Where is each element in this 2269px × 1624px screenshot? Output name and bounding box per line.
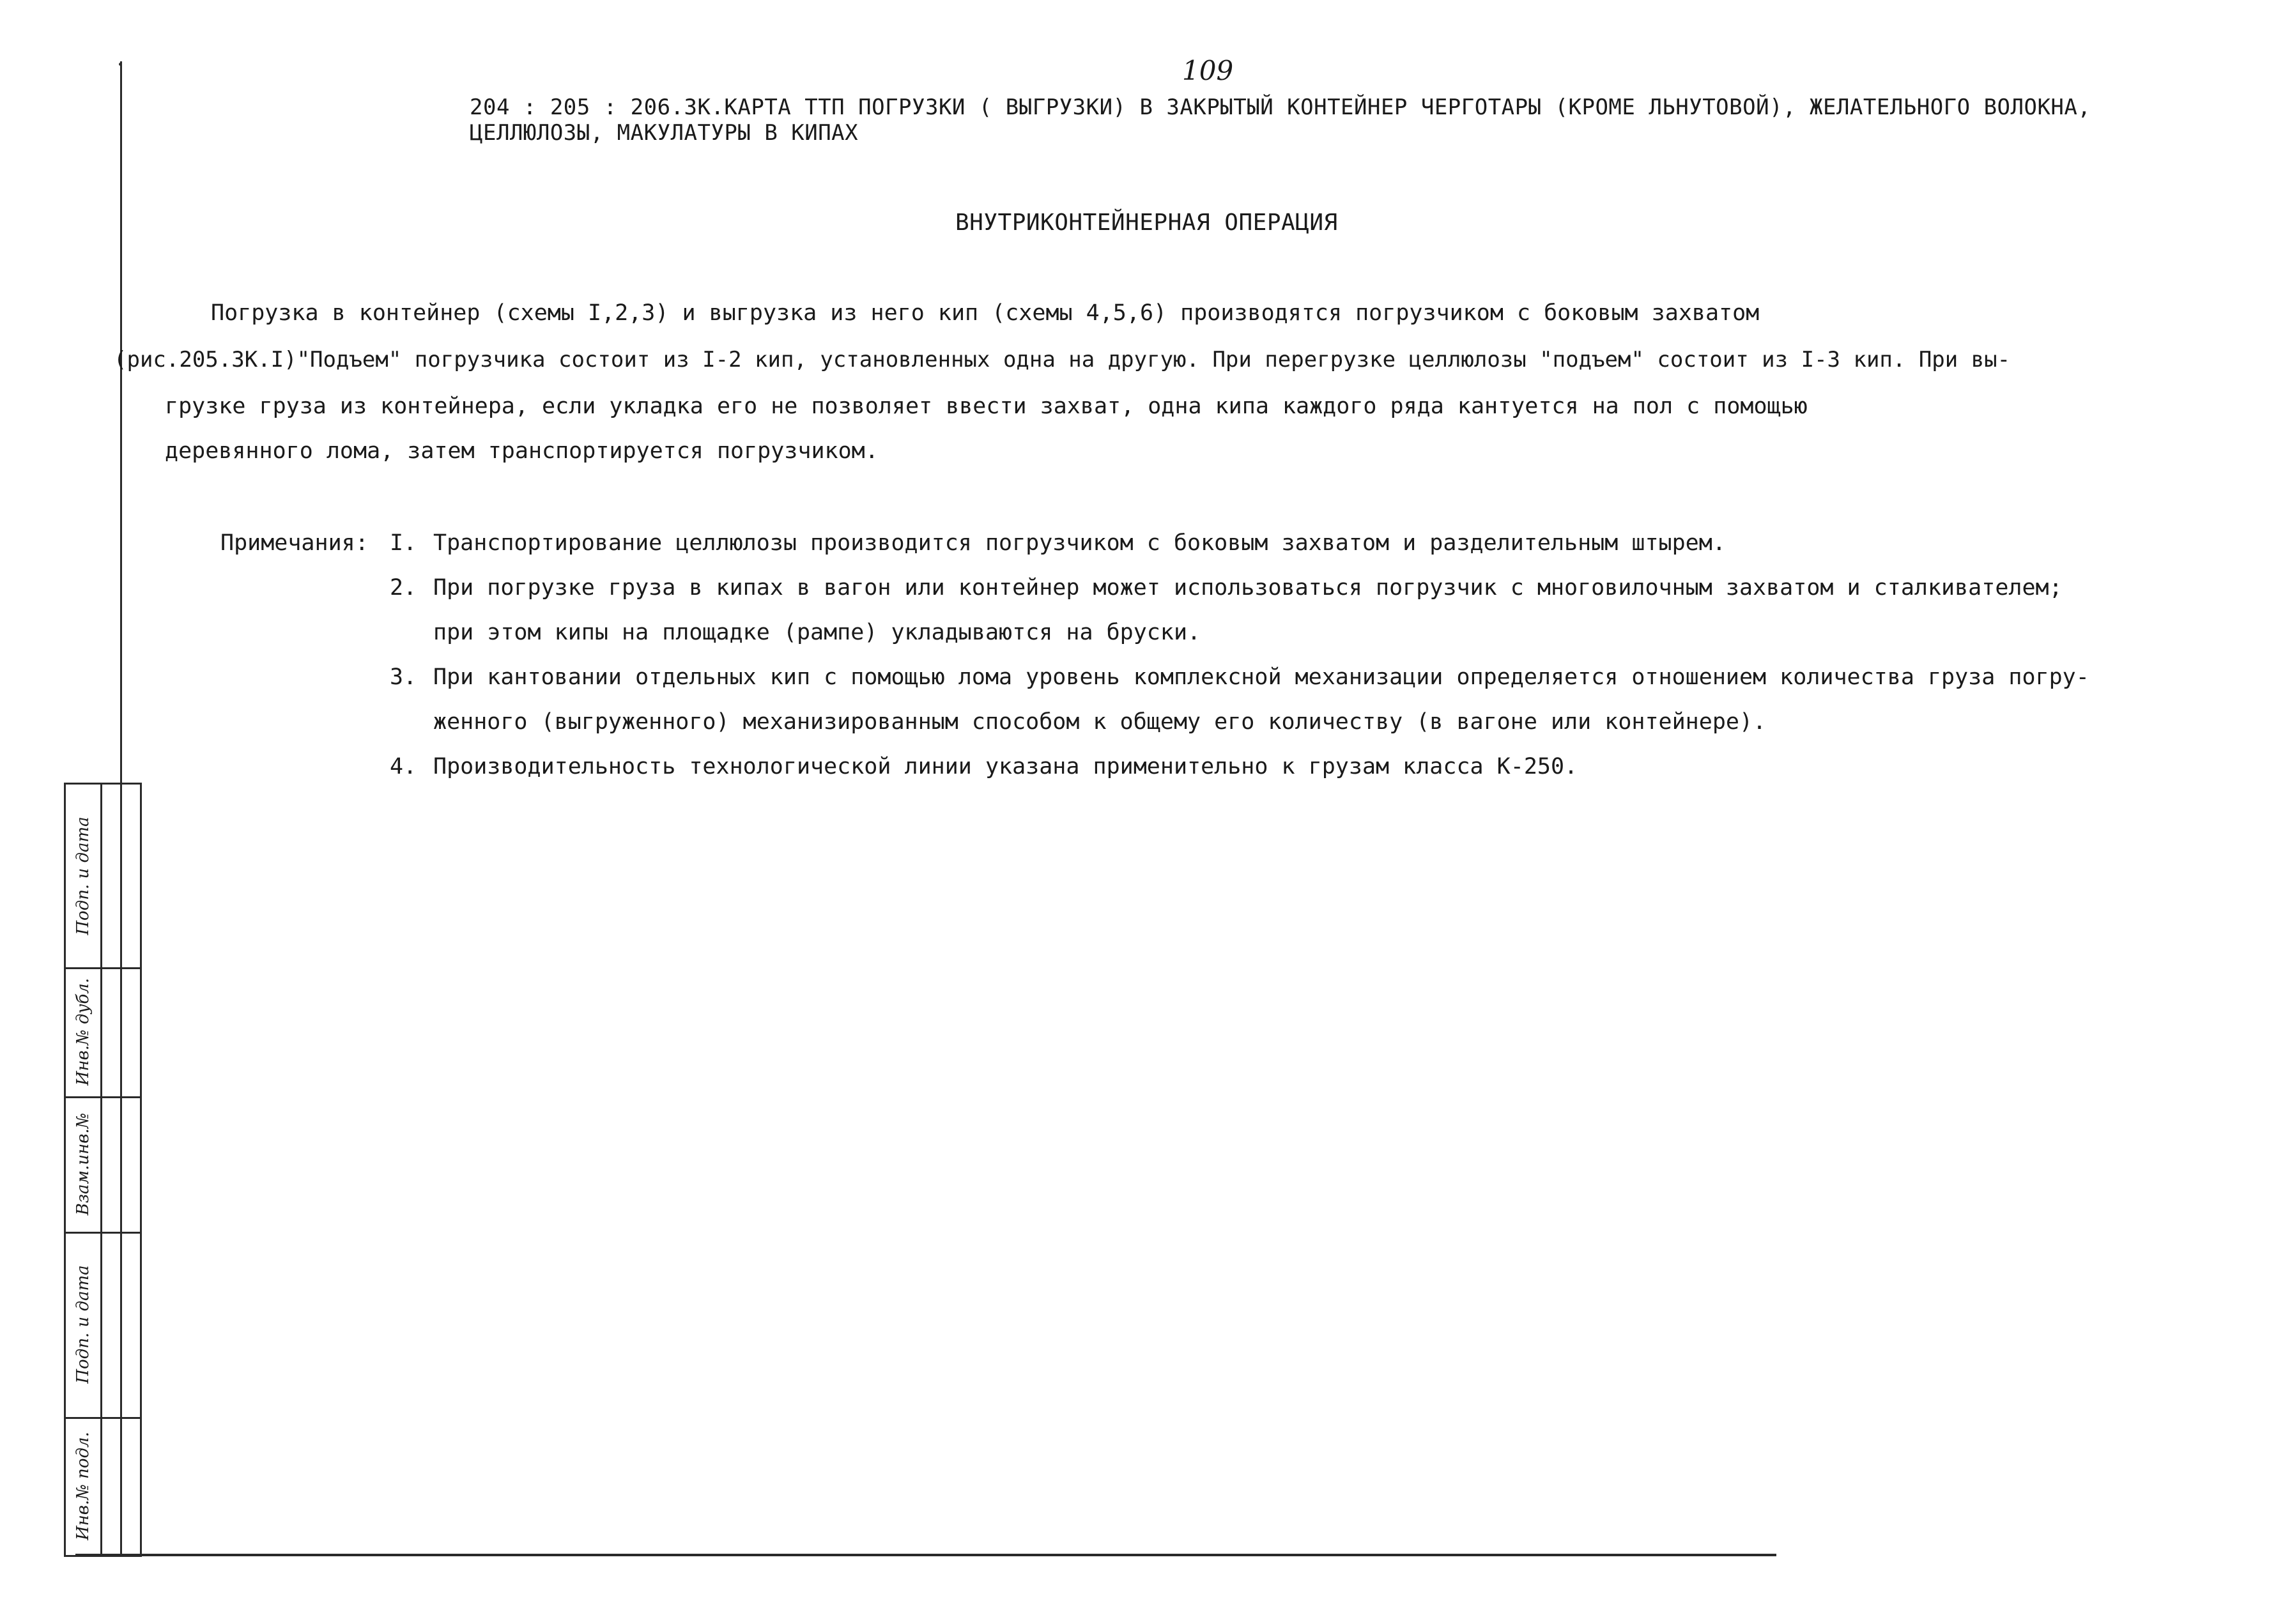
note-2-text-line-1: При погрузке груза в кипах в вагон или контейнер может использоваться погрузчик с многовилочным захватом и сталкивателем; bbox=[433, 575, 2063, 601]
page-number: 109 bbox=[1182, 55, 1234, 86]
stamp-cell-sign-date-1 bbox=[66, 785, 100, 967]
stamp-label: Подп. и дата bbox=[73, 1265, 93, 1384]
paragraph-line-1: Погрузка в контейнер (схемы I,2,3) и выгрузка из него кип (схемы 4,5,6) производятся погрузчиком с боковым захватом bbox=[211, 300, 1760, 326]
notes-label: Примечания: bbox=[220, 530, 369, 556]
stamp-cell-replaced-inventory bbox=[66, 1096, 100, 1232]
document-title bbox=[470, 95, 2091, 146]
stamp-vertical-divider bbox=[100, 785, 102, 1555]
note-3-number: 3. bbox=[390, 664, 417, 690]
note-3-text-line-1: При кантовании отдельных кип с помощью лома уровень комплексной механизации определяется отношением количества груза погру- bbox=[433, 664, 2089, 690]
stamp-label: Инв.№ подл. bbox=[73, 1432, 93, 1540]
bottom-rule bbox=[75, 1554, 1776, 1556]
note-2-text-line-2: при этом кипы на площадке (рампе) укладываются на бруски. bbox=[433, 620, 1201, 645]
document-title-line-2: ЦЕЛЛЮЛОЗЫ, МАКУЛАТУРЫ В КИПАХ bbox=[470, 120, 859, 146]
note-1-number: I. bbox=[390, 530, 417, 556]
stamp-label: Взам.инв.№ bbox=[73, 1112, 93, 1216]
stamp-label: Подп. и дата bbox=[73, 816, 93, 935]
note-4-number: 4. bbox=[390, 754, 417, 779]
document-title-line-1: 204 : 205 : 206.ЗК.КАРТА ТТП ПОГРУЗКИ ( ВЫГРУЗКИ) В ЗАКРЫТЫЙ КОНТЕЙНЕР ЧЕРГОТАРЫ (КРОМЕ ЛЬНУТОВОЙ), ЖЕЛАТЕЛЬНОГО ВОЛОКНА, bbox=[470, 95, 2091, 120]
paragraph-line-3: грузке груза из контейнера, если укладка его не позволяет ввести захват, одна кипа каждого ряда кантуется на пол с помощью bbox=[165, 394, 1808, 419]
note-4-text: Производительность технологической линии указана применительно к грузам класса К-250. bbox=[433, 754, 1578, 779]
paragraph-line-2: (рис.205.ЗК.I)"Подъем" погрузчика состоит из I-2 кип, установленных одна на другую. При перегрузке целлюлозы "подъем" состоит из I-3 кип. При вы- bbox=[114, 347, 2011, 372]
note-2-number: 2. bbox=[390, 575, 417, 601]
stamp-cell-sign-date-2 bbox=[66, 1232, 100, 1417]
stamp-label: Инв.№ дубл. bbox=[73, 977, 93, 1086]
section-heading: ВНУТРИКОНТЕЙНЕРНАЯ ОПЕРАЦИЯ bbox=[955, 210, 1338, 236]
paragraph-line-4: деревянного лома, затем транспортируется погрузчиком. bbox=[165, 438, 879, 464]
note-1-text: Транспортирование целлюлозы производится погрузчиком с боковым захватом и разделительным штырем. bbox=[433, 530, 1726, 556]
note-3-text-line-2: женного (выгруженного) механизированным способом к общему его количеству (в вагоне или контейнере). bbox=[433, 709, 1767, 735]
margin-stamp bbox=[64, 783, 142, 1557]
stamp-cell-original-inventory bbox=[66, 1417, 100, 1555]
stamp-cell-dup-inventory bbox=[66, 967, 100, 1096]
